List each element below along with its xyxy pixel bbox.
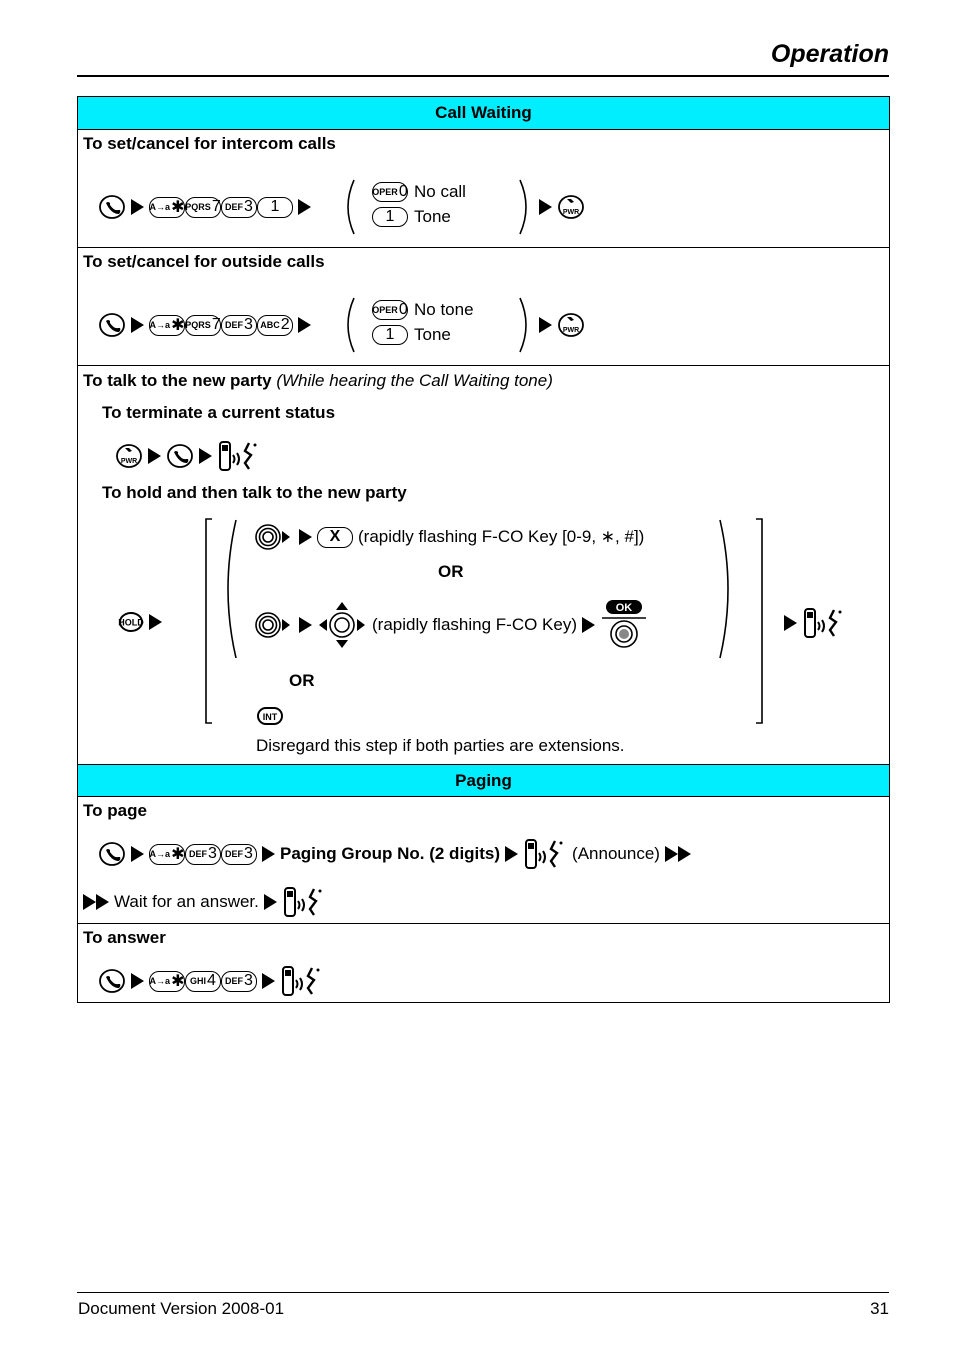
new-party-row	[78, 366, 889, 764]
ok-key-icon	[600, 599, 648, 651]
step-arrow	[298, 317, 311, 333]
off-hook-icon	[98, 841, 126, 867]
talk-icon	[802, 606, 846, 640]
key-3: DEF 3	[185, 844, 221, 865]
left-square-bracket	[204, 518, 214, 724]
outside-option-no-tone: OPER 0 No tone	[372, 300, 474, 319]
step-arrow	[131, 199, 144, 215]
step-arrow	[262, 973, 275, 989]
left-paren	[224, 518, 238, 660]
to-answer-heading: To answer	[83, 928, 166, 947]
step-arrow	[131, 973, 144, 989]
step-arrow	[582, 617, 595, 633]
terminate-sequence	[115, 439, 261, 473]
intercom-option-tone: 1 Tone	[372, 207, 451, 227]
hold-sequence-start	[118, 611, 162, 633]
step-arrow	[131, 317, 144, 333]
new-party-heading: To talk to the new party (While hearing the Call Waiting tone)	[83, 371, 553, 390]
flash-text-2: (rapidly flashing F-CO Key)	[372, 615, 578, 634]
svg-text:OK: OK	[615, 602, 633, 614]
right-paren	[718, 518, 732, 660]
step-arrow	[199, 448, 212, 464]
intercom-sequence	[98, 194, 311, 220]
call-waiting-band: Call Waiting	[78, 97, 889, 130]
wait-text: Wait for an answer.	[114, 892, 259, 911]
step-arrow	[262, 846, 275, 862]
call-waiting-table	[77, 96, 890, 1003]
step-arrow	[148, 448, 161, 464]
outside-option-tone: 1 Tone	[372, 325, 451, 345]
key-3: DEF 3	[221, 197, 257, 218]
key-2: ABC 2	[257, 315, 293, 336]
power-key-icon	[557, 312, 585, 338]
continue-arrows	[665, 846, 691, 862]
svg-text:PWR: PWR	[562, 209, 580, 216]
talk-icon	[523, 837, 567, 871]
step-arrow	[539, 317, 552, 333]
outside-end	[539, 312, 585, 338]
hold-key-icon	[118, 611, 144, 633]
key-7: PQRS 7	[185, 197, 221, 218]
power-key-icon	[557, 194, 585, 220]
flash-option-2	[254, 599, 648, 651]
off-hook-icon	[166, 443, 194, 469]
paging-band: Paging	[78, 764, 889, 797]
step-arrow	[298, 199, 311, 215]
step-arrow	[299, 529, 312, 545]
svg-text:PWR: PWR	[562, 327, 580, 334]
continue-arrows	[83, 894, 109, 910]
feature-keys	[149, 971, 257, 992]
right-square-bracket	[754, 518, 764, 724]
to-answer-row	[78, 924, 889, 1002]
to-page-row	[78, 797, 889, 924]
x-key: X	[317, 527, 353, 548]
power-key-icon	[115, 443, 143, 469]
to-answer-sequence	[98, 964, 324, 998]
step-arrow	[299, 617, 312, 633]
key-4: GHI 4	[185, 971, 221, 992]
key-7: PQRS 7	[185, 315, 221, 336]
feature-keys	[149, 844, 257, 865]
intercom-row	[78, 130, 889, 248]
svg-text:PWR: PWR	[120, 458, 138, 465]
outside-heading: To set/cancel for outside calls	[83, 252, 325, 271]
outside-row	[78, 248, 889, 366]
intercom-heading: To set/cancel for intercom calls	[83, 134, 336, 153]
off-hook-icon	[98, 968, 126, 994]
talk-icon	[282, 885, 326, 919]
document-version: Document Version 2008-01	[78, 1299, 285, 1318]
navigator-key-icon	[317, 600, 367, 650]
page-number: 31	[870, 1299, 889, 1318]
flash-option-1	[254, 523, 644, 551]
svg-text:INT: INT	[262, 712, 278, 722]
key-3: DEF 3	[221, 971, 257, 992]
step-arrow	[131, 846, 144, 862]
step-arrow	[784, 615, 797, 631]
feature-keys	[149, 315, 293, 336]
step-arrow	[264, 894, 277, 910]
flash-text-1: (rapidly flashing F-CO Key [0-9, ∗, #])	[358, 527, 645, 546]
off-hook-icon	[98, 194, 126, 220]
outside-sequence	[98, 312, 311, 338]
star-key: A→a ✱	[149, 844, 185, 865]
talk-icon	[280, 964, 324, 998]
step-arrow	[539, 199, 552, 215]
header-rule	[77, 75, 889, 77]
step-arrow	[149, 614, 162, 630]
or-label-2: OR	[289, 671, 315, 690]
intercom-end	[539, 194, 585, 220]
left-paren	[344, 178, 356, 236]
talk-icon	[217, 439, 261, 473]
wait-sequence	[83, 885, 326, 919]
or-label-1: OR	[438, 562, 464, 581]
star-key: A→a ✱	[149, 315, 185, 336]
intercom-option-no-call: OPER 0 No call	[372, 182, 466, 201]
feature-keys	[149, 197, 293, 218]
to-page-sequence	[98, 837, 691, 871]
star-key: A→a ✱	[149, 197, 185, 218]
fco-key-icon	[254, 611, 294, 639]
footer-rule	[77, 1292, 889, 1293]
svg-text:HOLD: HOLD	[118, 617, 144, 628]
hold-sequence-end	[784, 606, 846, 640]
key-1: 1	[257, 197, 293, 218]
terminate-heading: To terminate a current status	[102, 403, 336, 422]
key-3: DEF 3	[221, 315, 257, 336]
key-3: DEF 3	[221, 844, 257, 865]
section-title: Operation	[770, 40, 889, 68]
step-arrow	[505, 846, 518, 862]
right-paren	[518, 296, 530, 354]
right-paren	[518, 178, 530, 236]
announce-text: (Announce)	[572, 844, 660, 863]
disregard-note: Disregard this step if both parties are extensions.	[256, 736, 625, 755]
int-key-icon	[256, 706, 284, 726]
hold-heading: To hold and then talk to the new party	[102, 483, 407, 502]
star-key: A→a ✱	[149, 971, 185, 992]
to-page-heading: To page	[83, 801, 147, 820]
left-paren	[344, 296, 356, 354]
fco-key-icon	[254, 523, 294, 551]
off-hook-icon	[98, 312, 126, 338]
paging-group-text: Paging Group No. (2 digits)	[280, 844, 501, 863]
